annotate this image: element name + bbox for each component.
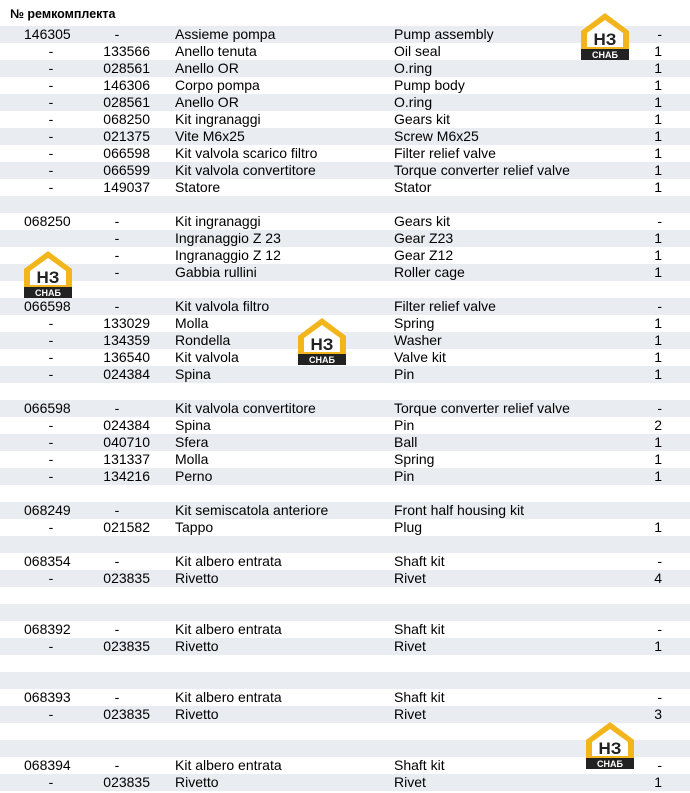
page-header: № ремкомплекта [10,7,116,21]
kit-number-cell: - [48,60,54,76]
italian-description-cell: Kit semiscatola anteriore [175,502,329,518]
kit-number-cell: - [48,451,54,467]
quantity-cell: 1 [654,349,662,365]
table-row [0,553,690,570]
italian-description-cell: Sfera [175,434,209,450]
english-description-cell: Shaft kit [394,621,445,637]
english-description-cell: Shaft kit [394,757,445,773]
italian-description-cell: Anello OR [175,94,239,110]
quantity-cell: 1 [654,94,662,110]
italian-description-cell: Rivetto [175,570,219,586]
italian-description-cell: Kit albero entrata [175,553,282,569]
quantity-cell: 1 [654,179,662,195]
kit-number-cell: - [48,366,54,382]
quantity-cell: - [657,621,662,637]
kit-number-cell: - [48,519,54,535]
italian-description-cell: Rondella [175,332,231,348]
quantity-cell: 1 [654,77,662,93]
english-description-cell: Stator [394,179,432,195]
english-description-cell: Oil seal [394,43,441,59]
part-code-cell: - [114,757,120,773]
english-description-cell: Torque converter relief valve [394,400,570,416]
italian-description-cell: Ingranaggio Z 12 [175,247,281,263]
english-description-cell: Rivet [394,638,426,654]
part-code-cell: 136540 [103,349,150,365]
part-code-cell: 131337 [103,451,150,467]
italian-description-cell: Assieme pompa [175,26,276,42]
table-row [0,655,690,672]
part-code-cell: 021582 [103,519,150,535]
svg-text:НЗ: НЗ [310,335,334,354]
quantity-cell: 1 [654,638,662,654]
kit-number-cell: - [48,774,54,790]
part-code-cell: 133566 [103,43,150,59]
table-row [0,570,690,587]
svg-text:СНАБ: СНАБ [597,759,623,769]
english-description-cell: Torque converter relief valve [394,162,570,178]
part-code-cell: 146306 [103,77,150,93]
kit-number-cell: 066598 [24,298,71,314]
quantity-cell: 1 [654,128,662,144]
quantity-cell: 3 [654,706,662,722]
part-code-cell: - [114,213,120,229]
italian-description-cell: Kit valvola scarico filtro [175,145,318,161]
italian-description-cell: Vite M6x25 [175,128,245,144]
quantity-cell: 1 [654,230,662,246]
table-row [0,638,690,655]
english-description-cell: Pump body [394,77,465,93]
quantity-cell: 1 [654,162,662,178]
svg-text:НЗ: НЗ [598,739,622,758]
english-description-cell: O.ring [394,94,433,110]
part-code-cell: 028561 [103,94,150,110]
kit-number-cell: - [48,179,54,195]
italian-description-cell: Kit ingranaggi [175,111,261,127]
table-row [0,672,690,689]
table-row [0,519,690,536]
italian-description-cell: Gabbia rullini [175,264,257,280]
english-description-cell: Washer [394,332,442,348]
table-row [0,60,690,77]
table-row [0,485,690,502]
english-description-cell: Pin [394,468,415,484]
part-code-cell: 068250 [103,111,150,127]
italian-description-cell: Tappo [175,519,214,535]
kit-number-cell: 066598 [24,400,71,416]
part-code-cell: 021375 [103,128,150,144]
italian-description-cell: Rivetto [175,706,219,722]
italian-description-cell: Perno [175,468,213,484]
english-description-cell: Pin [394,366,415,382]
table-row [0,587,690,604]
part-code-cell: 133029 [103,315,150,331]
part-code-cell: 149037 [103,179,150,195]
quantity-cell: - [657,213,662,229]
table-row [0,468,690,485]
english-description-cell: Gears kit [394,111,451,127]
quantity-cell: - [657,298,662,314]
part-code-cell: 023835 [103,638,150,654]
table-row [0,774,690,791]
kit-number-cell: - [48,94,54,110]
table-row [0,196,690,213]
english-description-cell: Rivet [394,570,426,586]
quantity-cell: 1 [654,247,662,263]
table-row [0,179,690,196]
kit-number-cell: - [48,43,54,59]
italian-description-cell: Kit valvola filtro [175,298,270,314]
table-row [0,400,690,417]
english-description-cell: Gear Z12 [394,247,454,263]
table-row [0,145,690,162]
table-row [0,604,690,621]
quantity-cell: 1 [654,264,662,280]
english-description-cell: Pin [394,417,415,433]
part-code-cell: - [114,621,120,637]
kit-number-cell: - [48,145,54,161]
italian-description-cell: Spina [175,417,211,433]
quantity-cell: 1 [654,60,662,76]
kit-number-cell: - [48,638,54,654]
part-code-cell: - [114,553,120,569]
table-row [0,281,690,298]
table-row [0,434,690,451]
quantity-cell: 1 [654,366,662,382]
italian-description-cell: Ingranaggio Z 23 [175,230,281,246]
quantity-cell: 2 [654,417,662,433]
part-code-cell: 066598 [103,145,150,161]
table-row [0,536,690,553]
quantity-cell: 1 [654,111,662,127]
italian-description-cell: Rivetto [175,638,219,654]
table-row [0,298,690,315]
english-description-cell: Ball [394,434,418,450]
part-code-cell: 023835 [103,570,150,586]
svg-text:СНАБ: СНАБ [35,288,61,298]
italian-description-cell: Molla [175,451,209,467]
english-description-cell: Pump assembly [394,26,494,42]
quantity-cell: - [657,400,662,416]
english-description-cell: Rivet [394,774,426,790]
english-description-cell: Front half housing kit [394,502,524,518]
english-description-cell: Gears kit [394,213,451,229]
table-row [0,128,690,145]
english-description-cell: Plug [394,519,423,535]
italian-description-cell: Anello OR [175,60,239,76]
english-description-cell: Spring [394,315,435,331]
italian-description-cell: Statore [175,179,221,195]
table-row [0,111,690,128]
part-code-cell: 134216 [103,468,150,484]
watermark-logo-1 [579,11,631,61]
part-code-cell: - [114,689,120,705]
part-code-cell: 023835 [103,706,150,722]
table-row [0,366,690,383]
table-row [0,213,690,230]
watermark-logo-4 [584,720,636,770]
english-description-cell: Filter relief valve [394,145,496,161]
english-description-cell: Roller cage [394,264,465,280]
italian-description-cell: Kit albero entrata [175,689,282,705]
part-code-cell: 040710 [103,434,150,450]
english-description-cell: Spring [394,451,435,467]
quantity-cell: 1 [654,774,662,790]
italian-description-cell: Kit albero entrata [175,621,282,637]
quantity-cell: 4 [654,570,662,586]
italian-description-cell: Kit valvola convertitore [175,400,316,416]
quantity-cell: 1 [654,43,662,59]
kit-number-cell: - [48,468,54,484]
english-description-cell: Shaft kit [394,689,445,705]
quantity-cell: 1 [654,519,662,535]
italian-description-cell: Anello tenuta [175,43,257,59]
quantity-cell: 1 [654,145,662,161]
kit-number-cell: - [48,349,54,365]
part-code-cell: 134359 [103,332,150,348]
english-description-cell: Filter relief valve [394,298,496,314]
kit-number-cell: 068393 [24,689,71,705]
english-description-cell: O.ring [394,60,433,76]
italian-description-cell: Kit ingranaggi [175,213,261,229]
quantity-cell: 1 [654,332,662,348]
table-row [0,247,690,264]
kit-number-cell: 146305 [24,26,71,42]
svg-text:СНАБ: СНАБ [309,355,335,365]
part-code-cell: - [114,400,120,416]
italian-description-cell: Spina [175,366,211,382]
table-row [0,417,690,434]
svg-text:НЗ: НЗ [36,268,60,287]
watermark-logo-3 [296,316,348,366]
quantity-cell: - [657,26,662,42]
part-code-cell: 023835 [103,774,150,790]
english-description-cell: Screw M6x25 [394,128,479,144]
part-code-cell: 024384 [103,417,150,433]
table-row [0,383,690,400]
quantity-cell: - [657,689,662,705]
part-code-cell: - [114,264,120,280]
kit-number-cell: - [48,315,54,331]
part-code-cell: 028561 [103,60,150,76]
kit-number-cell: - [48,417,54,433]
kit-number-cell: - [48,162,54,178]
watermark-logo-2 [22,249,74,299]
table-row [0,451,690,468]
parts-table [0,26,690,791]
quantity-cell: 1 [654,451,662,467]
part-code-cell: - [114,502,120,518]
part-code-cell: 066599 [103,162,150,178]
table-row [0,162,690,179]
part-code-cell: - [114,230,120,246]
kit-number-cell: - [48,706,54,722]
italian-description-cell: Kit valvola [175,349,239,365]
kit-number-cell: 068392 [24,621,71,637]
svg-text:СНАБ: СНАБ [592,50,618,60]
italian-description-cell: Rivetto [175,774,219,790]
kit-number-cell: - [48,570,54,586]
quantity-cell: 1 [654,434,662,450]
kit-number-cell: 068354 [24,553,71,569]
part-code-cell: 024384 [103,366,150,382]
english-description-cell: Valve kit [394,349,446,365]
kit-number-cell: 068250 [24,213,71,229]
table-row [0,77,690,94]
kit-number-cell: 068249 [24,502,71,518]
table-row [0,264,690,281]
part-code-cell: - [114,247,120,263]
table-row [0,230,690,247]
kit-number-cell: - [48,111,54,127]
part-code-cell: - [114,26,120,42]
quantity-cell: 1 [654,315,662,331]
kit-number-cell: - [48,77,54,93]
italian-description-cell: Kit valvola convertitore [175,162,316,178]
quantity-cell: - [657,553,662,569]
svg-text:НЗ: НЗ [593,30,617,49]
table-row [0,502,690,519]
kit-number-cell: 068394 [24,757,71,773]
english-description-cell: Shaft kit [394,553,445,569]
italian-description-cell: Kit albero entrata [175,757,282,773]
table-row [0,621,690,638]
part-code-cell: - [114,298,120,314]
table-row [0,94,690,111]
english-description-cell: Gear Z23 [394,230,454,246]
quantity-cell: 1 [654,468,662,484]
kit-number-cell: - [48,434,54,450]
english-description-cell: Rivet [394,706,426,722]
italian-description-cell: Corpo pompa [175,77,260,93]
kit-number-cell: - [48,332,54,348]
table-row [0,689,690,706]
kit-number-cell: - [48,128,54,144]
italian-description-cell: Molla [175,315,209,331]
quantity-cell: - [657,757,662,773]
